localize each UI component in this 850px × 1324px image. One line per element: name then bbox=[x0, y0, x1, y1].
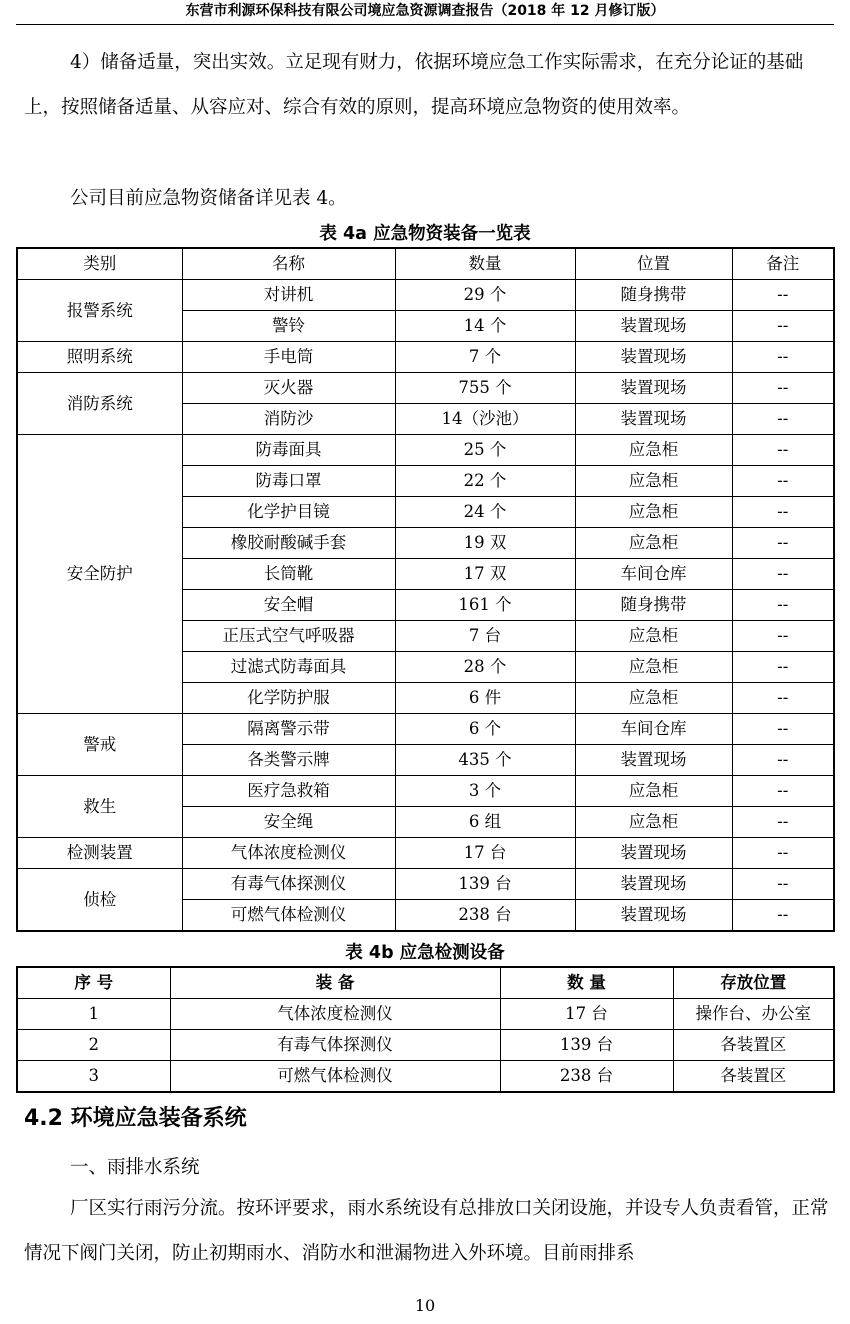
quantity-cell: 29 个 bbox=[395, 280, 575, 311]
note-cell: -- bbox=[732, 497, 834, 528]
location-cell: 应急柜 bbox=[575, 652, 732, 683]
location-cell: 装置现场 bbox=[575, 404, 732, 435]
quantity-cell: 6 件 bbox=[395, 683, 575, 714]
quantity-cell: 435 个 bbox=[395, 745, 575, 776]
location-cell: 应急柜 bbox=[575, 528, 732, 559]
table-row bbox=[17, 714, 834, 745]
location-cell: 应急柜 bbox=[575, 807, 732, 838]
category-cell: 侦检 bbox=[17, 869, 182, 932]
location-cell: 装置现场 bbox=[575, 838, 732, 869]
equipment-cell: 可燃气体检测仪 bbox=[170, 1061, 500, 1093]
note-cell: -- bbox=[732, 559, 834, 590]
note-cell: -- bbox=[732, 776, 834, 807]
name-cell: 橡胶耐酸碱手套 bbox=[182, 528, 395, 559]
quantity-cell: 238 台 bbox=[500, 1061, 673, 1093]
page-number: 10 bbox=[414, 1296, 436, 1315]
quantity-cell: 28 个 bbox=[395, 652, 575, 683]
note-cell: -- bbox=[732, 404, 834, 435]
quantity-cell: 6 个 bbox=[395, 714, 575, 745]
running-header bbox=[16, 0, 834, 25]
quantity-cell: 755 个 bbox=[395, 373, 575, 404]
quantity-cell: 14 个 bbox=[395, 311, 575, 342]
name-cell: 长筒靴 bbox=[182, 559, 395, 590]
quantity-cell: 14（沙池） bbox=[395, 404, 575, 435]
table-row bbox=[17, 280, 834, 311]
column-header-quantity: 数量 bbox=[395, 248, 575, 280]
note-cell: -- bbox=[732, 311, 834, 342]
column-header-name: 名称 bbox=[182, 248, 395, 280]
location-cell: 装置现场 bbox=[575, 869, 732, 900]
table-row bbox=[17, 999, 834, 1030]
note-cell: -- bbox=[732, 528, 834, 559]
index-cell: 3 bbox=[17, 1061, 170, 1093]
section-paragraph: 厂区实行雨污分流。按环评要求，雨水系统设有总排放口关闭设施，并设专人负责看管，正常情况下阀门关闭，防止初期雨水、消防水和泄漏物进入外环境。目前雨排系 bbox=[24, 1198, 829, 1264]
quantity-cell: 139 台 bbox=[500, 1030, 673, 1061]
storage-cell: 各装置区 bbox=[673, 1030, 834, 1061]
column-header-index: 序 号 bbox=[17, 967, 170, 999]
note-cell: -- bbox=[732, 683, 834, 714]
note-cell: -- bbox=[732, 714, 834, 745]
category-cell: 安全防护 bbox=[17, 435, 182, 714]
report-title: 东营市利源环保科技有限公司境应急资源调查报告（2018 年 12 月修订版） bbox=[185, 3, 665, 19]
column-header-quantity: 数 量 bbox=[500, 967, 673, 999]
note-cell: -- bbox=[732, 280, 834, 311]
table-row bbox=[17, 342, 834, 373]
table-4b-header-row bbox=[17, 967, 834, 999]
category-cell: 警戒 bbox=[17, 714, 182, 776]
name-cell: 医疗急救箱 bbox=[182, 776, 395, 807]
table-row bbox=[17, 776, 834, 807]
location-cell: 车间仓库 bbox=[575, 714, 732, 745]
note-cell: -- bbox=[732, 373, 834, 404]
column-header-equipment: 装 备 bbox=[170, 967, 500, 999]
column-header-category: 类别 bbox=[17, 248, 182, 280]
quantity-cell: 3 个 bbox=[395, 776, 575, 807]
quantity-cell: 7 个 bbox=[395, 342, 575, 373]
note-cell: -- bbox=[732, 466, 834, 497]
location-cell: 应急柜 bbox=[575, 776, 732, 807]
note-cell: -- bbox=[732, 745, 834, 776]
name-cell: 化学防护服 bbox=[182, 683, 395, 714]
quantity-cell: 17 双 bbox=[395, 559, 575, 590]
index-cell: 2 bbox=[17, 1030, 170, 1061]
category-cell: 消防系统 bbox=[17, 373, 182, 435]
name-cell: 消防沙 bbox=[182, 404, 395, 435]
equipment-cell: 气体浓度检测仪 bbox=[170, 999, 500, 1030]
category-cell: 检测装置 bbox=[17, 838, 182, 869]
intro-reference: 公司目前应急物资储备详见表 4。 bbox=[70, 188, 347, 209]
column-header-note: 备注 bbox=[732, 248, 834, 280]
location-cell: 应急柜 bbox=[575, 497, 732, 528]
location-cell: 车间仓库 bbox=[575, 559, 732, 590]
category-cell: 报警系统 bbox=[17, 280, 182, 342]
column-header-storage: 存放位置 bbox=[673, 967, 834, 999]
note-cell: -- bbox=[732, 838, 834, 869]
name-cell: 可燃气体检测仪 bbox=[182, 900, 395, 932]
table-row bbox=[17, 373, 834, 404]
table-4b bbox=[16, 966, 835, 1093]
name-cell: 过滤式防毒面具 bbox=[182, 652, 395, 683]
note-cell: -- bbox=[732, 342, 834, 373]
quantity-cell: 22 个 bbox=[395, 466, 575, 497]
table-row bbox=[17, 838, 834, 869]
name-cell: 手电筒 bbox=[182, 342, 395, 373]
note-cell: -- bbox=[732, 807, 834, 838]
location-cell: 装置现场 bbox=[575, 745, 732, 776]
location-cell: 应急柜 bbox=[575, 466, 732, 497]
name-cell: 对讲机 bbox=[182, 280, 395, 311]
note-cell: -- bbox=[732, 652, 834, 683]
table-row bbox=[17, 1061, 834, 1093]
location-cell: 装置现场 bbox=[575, 900, 732, 932]
note-cell: -- bbox=[732, 900, 834, 932]
column-header-location: 位置 bbox=[575, 248, 732, 280]
table-4a-header-row bbox=[17, 248, 834, 280]
name-cell: 防毒面具 bbox=[182, 435, 395, 466]
quantity-cell: 238 台 bbox=[395, 900, 575, 932]
category-cell: 救生 bbox=[17, 776, 182, 838]
location-cell: 随身携带 bbox=[575, 280, 732, 311]
name-cell: 各类警示牌 bbox=[182, 745, 395, 776]
quantity-cell: 24 个 bbox=[395, 497, 575, 528]
table-4a bbox=[16, 247, 835, 932]
name-cell: 气体浓度检测仪 bbox=[182, 838, 395, 869]
name-cell: 隔离警示带 bbox=[182, 714, 395, 745]
location-cell: 应急柜 bbox=[575, 683, 732, 714]
section-heading: 4.2 环境应急装备系统 bbox=[24, 1106, 247, 1131]
location-cell: 应急柜 bbox=[575, 621, 732, 652]
section-subheading: 一、雨排水系统 bbox=[70, 1157, 200, 1178]
name-cell: 安全帽 bbox=[182, 590, 395, 621]
storage-cell: 操作台、办公室 bbox=[673, 999, 834, 1030]
table-4a-caption: 表 4a 应急物资装备一览表 bbox=[319, 224, 531, 244]
quantity-cell: 161 个 bbox=[395, 590, 575, 621]
note-cell: -- bbox=[732, 869, 834, 900]
note-cell: -- bbox=[732, 621, 834, 652]
table-row bbox=[17, 1030, 834, 1061]
note-cell: -- bbox=[732, 435, 834, 466]
name-cell: 防毒口罩 bbox=[182, 466, 395, 497]
location-cell: 装置现场 bbox=[575, 342, 732, 373]
intro-paragraph: 4）储备适量，突出实效。立足现有财力，依据环境应急工作实际需求，在充分论证的基础上，按照储备适量、从容应对、综合有效的原则，提高环境应急物资的使用效率。 bbox=[24, 52, 804, 118]
name-cell: 化学护目镜 bbox=[182, 497, 395, 528]
table-4b-caption: 表 4b 应急检测设备 bbox=[345, 943, 505, 963]
storage-cell: 各装置区 bbox=[673, 1061, 834, 1093]
category-cell: 照明系统 bbox=[17, 342, 182, 373]
index-cell: 1 bbox=[17, 999, 170, 1030]
name-cell: 正压式空气呼吸器 bbox=[182, 621, 395, 652]
name-cell: 灭火器 bbox=[182, 373, 395, 404]
quantity-cell: 7 台 bbox=[395, 621, 575, 652]
note-cell: -- bbox=[732, 590, 834, 621]
equipment-cell: 有毒气体探测仪 bbox=[170, 1030, 500, 1061]
quantity-cell: 17 台 bbox=[500, 999, 673, 1030]
name-cell: 警铃 bbox=[182, 311, 395, 342]
quantity-cell: 25 个 bbox=[395, 435, 575, 466]
quantity-cell: 19 双 bbox=[395, 528, 575, 559]
location-cell: 随身携带 bbox=[575, 590, 732, 621]
quantity-cell: 139 台 bbox=[395, 869, 575, 900]
location-cell: 装置现场 bbox=[575, 311, 732, 342]
table-row bbox=[17, 869, 834, 900]
name-cell: 安全绳 bbox=[182, 807, 395, 838]
table-row bbox=[17, 435, 834, 466]
quantity-cell: 6 组 bbox=[395, 807, 575, 838]
quantity-cell: 17 台 bbox=[395, 838, 575, 869]
location-cell: 装置现场 bbox=[575, 373, 732, 404]
location-cell: 应急柜 bbox=[575, 435, 732, 466]
name-cell: 有毒气体探测仪 bbox=[182, 869, 395, 900]
